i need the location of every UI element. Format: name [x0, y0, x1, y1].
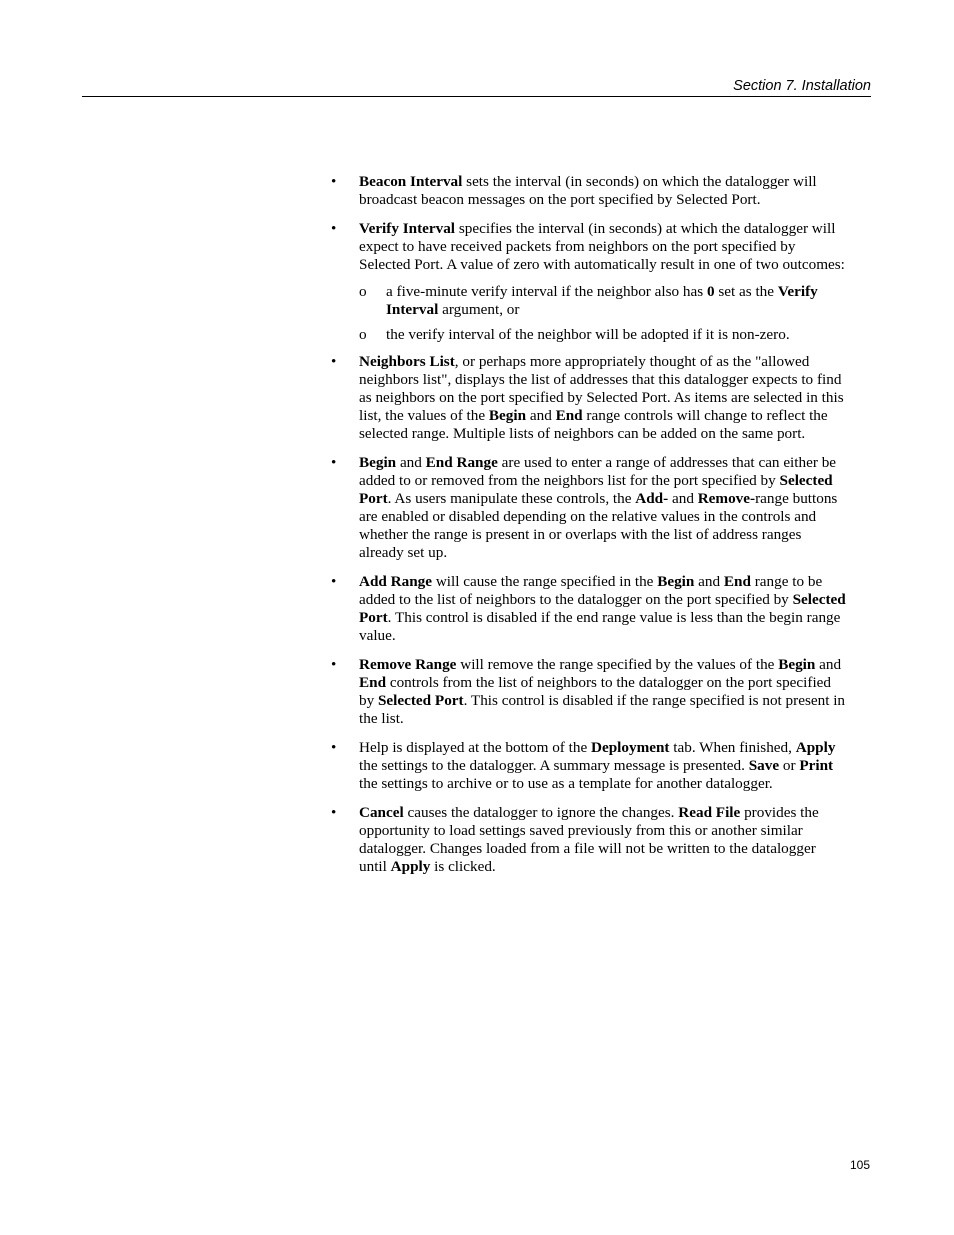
term-deployment: Deployment	[591, 739, 670, 757]
bullet-marker: •	[331, 173, 337, 190]
item-text: . This control is disabled if the end range value is less than the begin range value.	[359, 609, 841, 645]
bullet-marker: •	[331, 573, 337, 591]
list-item-verify-interval	[331, 220, 847, 274]
item-text: provides the opportunity to load settings saved previously from this or another similar datalogger. Changes loaded from a file will not be written to the datalogger until	[359, 803, 819, 876]
term-apply: Apply	[795, 739, 836, 757]
term-apply: Apply	[390, 858, 431, 876]
list-item-beacon-interval	[331, 173, 847, 209]
item-text: specifies the interval (in seconds) at which the datalogger will expect to have received packets from neighbors on the port specified by Selected Port. A value of zero with automatically result in one of two outcomes:	[359, 219, 845, 273]
item-text: sets the interval (in seconds) on which the datalogger will broadcast beacon messages on the port specified by Selected Port.	[359, 173, 817, 209]
term-verify-interval: Verify Interval	[386, 282, 818, 318]
term-save: Save	[748, 757, 780, 775]
item-text: the settings to archive or to use as a template for another datalogger.	[359, 775, 773, 793]
item-text: will cause the range specified in the	[432, 573, 658, 591]
item-text: argument, or	[438, 300, 520, 318]
bullet-marker: •	[331, 352, 337, 370]
term-begin: Begin	[778, 656, 816, 674]
sub-item-adopted	[331, 326, 847, 344]
item-text: controls from the list of neighbors to the datalogger on the port specified by	[359, 674, 831, 710]
term-print: Print	[799, 757, 834, 775]
term-neighbors-list: Neighbors List	[359, 352, 455, 370]
item-text: will remove the range specified by the values of the	[456, 656, 779, 674]
term-read-file: Read File	[678, 803, 741, 821]
item-text: and	[668, 490, 698, 508]
term-zero: 0	[706, 282, 715, 300]
item-text: range controls will change to reflect the selected range. Multiple lists of neighbors can be added on the same port.	[359, 407, 828, 443]
item-text: is clicked.	[430, 858, 496, 876]
term-begin: Begin	[488, 407, 527, 425]
bullet-marker: •	[331, 656, 337, 674]
term-selected-port: Selected Port	[359, 591, 846, 627]
item-text: . This control is disabled if the range specified is not present in the list.	[359, 692, 846, 728]
item-text: or	[779, 757, 800, 775]
list-item-help	[331, 739, 847, 793]
term-end: End	[555, 407, 583, 425]
item-text: causes the datalogger to ignore the changes.	[403, 803, 679, 821]
term-begin: Begin	[657, 573, 695, 591]
bullet-marker: •	[331, 739, 337, 757]
item-text: a five-minute verify interval if the neighbor also has	[386, 282, 707, 300]
item-text: and	[526, 407, 556, 425]
term-verify-interval: Verify Interval	[359, 219, 456, 237]
term-end: End	[359, 674, 387, 692]
list-item-cancel	[331, 804, 847, 876]
item-text: the verify interval of the neighbor will be adopted if it is non-zero.	[386, 325, 790, 343]
item-text: Help is displayed at the bottom of the	[359, 739, 591, 757]
term-remove-range: Remove Range	[359, 656, 457, 674]
item-text: range to be added to the list of neighbors to the datalogger on the port specified by	[359, 573, 823, 609]
item-text: , or perhaps more appropriately thought of as the "allowed neighbors list", displays the list of addresses that this datalogger expects to find as neighbors on the port specified by Selected Port. As items are selected in this list, the values of the	[359, 352, 844, 425]
list-item-neighbors-list	[331, 353, 847, 443]
term-end: End	[723, 573, 751, 591]
term-cancel: Cancel	[359, 803, 404, 821]
item-text: tab. When finished,	[669, 739, 796, 757]
item-text: set as the	[714, 282, 778, 300]
item-text: are used to enter a range of addresses that can either be added to or removed from the neighbors list for the port specified by	[359, 454, 837, 490]
term-add: Add-	[635, 490, 669, 508]
term-remove: Remove-	[697, 490, 756, 508]
bullet-marker: •	[331, 454, 337, 471]
bullet-marker: •	[331, 219, 337, 237]
section-title: Section 7. Installation	[733, 78, 871, 94]
page-number: 105	[849, 1158, 870, 1172]
list-item-add-range	[331, 573, 847, 645]
item-text: and	[815, 656, 842, 674]
item-text: the settings to the datalogger. A summary message is presented.	[359, 757, 749, 775]
term-begin: Begin	[359, 454, 397, 471]
item-text: . As users manipulate these controls, the	[387, 490, 636, 508]
list-item-begin-end-range	[331, 454, 847, 563]
term-add-range: Add Range	[359, 573, 433, 591]
bullet-marker: •	[331, 803, 337, 821]
item-text: and	[396, 454, 426, 471]
item-text: and	[694, 573, 724, 591]
bullet-list	[331, 173, 847, 887]
term-selected-port: Selected Port	[377, 692, 464, 710]
term-selected-port: Selected Port	[359, 472, 833, 508]
term-end-range: End Range	[425, 454, 498, 471]
list-item-remove-range	[331, 656, 847, 728]
page-header	[82, 76, 871, 97]
sub-item-five-minute	[331, 283, 847, 319]
sub-bullet-marker: o	[359, 282, 367, 300]
item-text: range buttons are enabled or disabled depending on the relative values in the controls and whether the range is present in or overlaps with the list of address ranges already set up.	[359, 490, 838, 562]
term-beacon-interval: Beacon Interval	[359, 173, 463, 190]
sub-bullet-marker: o	[359, 325, 367, 343]
